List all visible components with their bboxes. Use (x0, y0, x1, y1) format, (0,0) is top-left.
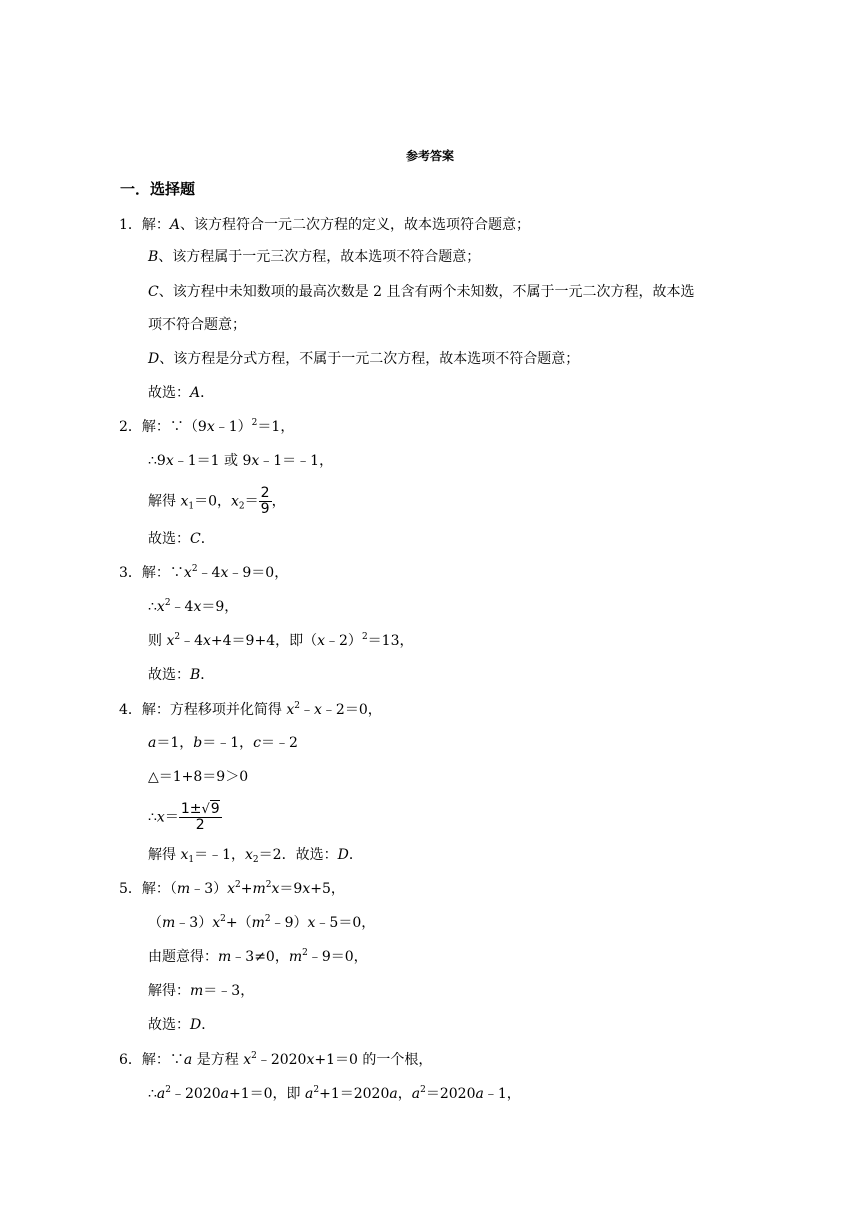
q1-line-a: 1．解：A、该方程符合一元二次方程的定义，故本选项符合题意； (119, 217, 531, 233)
q2-answer: 故选：C． (148, 531, 215, 547)
q1-answer: 故选：A． (148, 385, 215, 401)
q5-line-2: $(m﹣3)x^2+(m^2﹣9)x﹣5=0$， (148, 914, 376, 931)
q2-line-2: ∴9x﹣1＝1 或 9x﹣1＝﹣1， (148, 453, 334, 469)
q1-line-d: D、该方程是分式方程，不属于一元二次方程，故本选项不符合题意； (148, 351, 580, 367)
q4-line-2: a＝1，b＝﹣1，c＝﹣2 (148, 735, 298, 751)
q1-line-c: C、该方程中未知数项的最高次数是 2 且含有两个未知数，不属于一元二次方程，故本选 (148, 284, 695, 300)
q4-line-1: 4．解：方程移项并化简得 $x^2﹣x﹣2=0$， (119, 701, 382, 718)
q3-line-2: $\therefore x^2﹣4x=9$， (148, 598, 239, 615)
fraction-quadratic-formula: $\frac{1\pm√9}{2}$ (180, 801, 220, 833)
q4-answer: 解得 $x_1=﹣1$，$x_2=2$．故选：D． (148, 847, 363, 865)
q1-line-b: B、该方程属于一元三次方程，故本选项不符合题意； (148, 249, 481, 265)
q3-line-1: 3．解：$\because x^2﹣4x﹣9=0$， (119, 564, 289, 581)
q6-line-1: 6．解：∵a 是方程 $x^2﹣2020x+1=0$ 的一个根， (119, 1051, 433, 1068)
q4-line-3: △＝1+8＝9＞0 (148, 769, 249, 785)
q5-line-4: 解得：m＝﹣3， (148, 983, 255, 999)
fraction-2-9: $\frac{2}{9}$ (260, 485, 270, 517)
q3-answer: 故选：B． (148, 667, 215, 683)
q5-line-1: 5．解：$(m﹣3)x^2+m^2x=9x+5$， (119, 880, 345, 897)
q3-line-3: 则 $x^2﹣4x+4=9+4$，即（x﹣2）$^2$＝13， (148, 632, 414, 649)
q6-line-2: $\therefore a^2﹣2020a+1=0$，即 $a^2+1=2020a$，$a^2=2020a﹣1$， (148, 1085, 521, 1102)
section-heading: 一．选择题 (120, 180, 196, 198)
q5-answer: 故选：D． (148, 1017, 216, 1033)
q5-line-3: 由题意得：m﹣3≠0，$m^2﹣9=0$， (148, 948, 368, 965)
q4-line-4: ∴x＝ $\frac{1\pm√9}{2}$ (148, 801, 220, 833)
q1-line-c2: 项不符合题意； (148, 317, 246, 333)
q2-line-3: 解得 $x_1=0$，$x_2=$ $\frac{2}{9}$ ， (148, 485, 286, 517)
q2-line-1: 2．解：∵（9x﹣1）$^2$＝1， (119, 418, 295, 435)
page-title: 参考答案 (405, 149, 454, 163)
